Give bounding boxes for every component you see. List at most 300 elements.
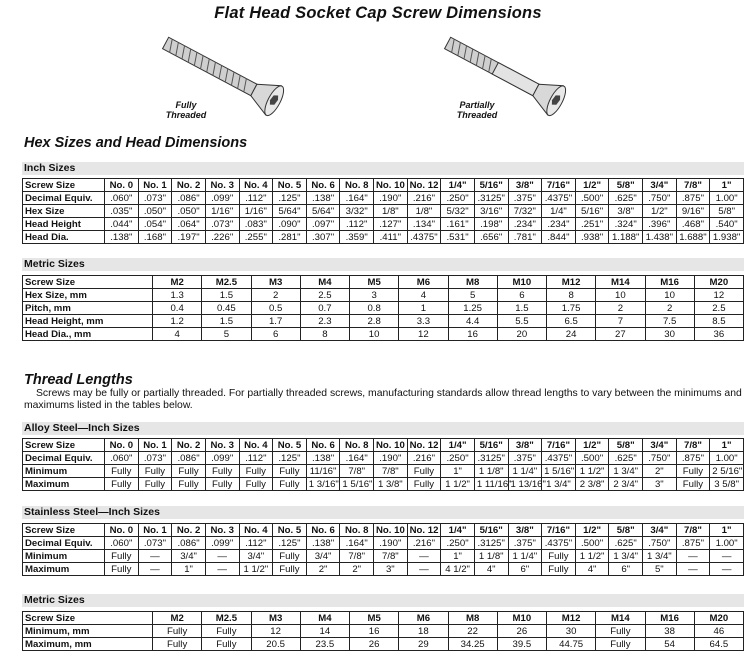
table-cell: Fully (138, 478, 172, 491)
table-cell: 18 (399, 625, 448, 638)
table-cell: 54 (645, 638, 694, 651)
table-cell: 4 (399, 289, 448, 302)
header-cell: M3 (251, 612, 300, 625)
row-label-cell: Hex Size (23, 205, 105, 218)
table-cell: .781" (508, 231, 542, 244)
table-cell: 1 3/4" (643, 550, 677, 563)
table-cell: 1 3/4" (609, 550, 643, 563)
header-cell: No. 10 (374, 439, 408, 452)
table-cell: 4" (575, 563, 609, 576)
table-cell: 2 (251, 289, 300, 302)
table-cell: .4375" (542, 537, 576, 550)
table-cell: Fully (407, 478, 441, 491)
table-cell: .531" (441, 231, 475, 244)
table-cell: 29 (399, 638, 448, 651)
row-label-cell: Minimum, mm (23, 625, 153, 638)
header-cell: No. 3 (205, 439, 239, 452)
table-cell: 8 (300, 328, 349, 341)
table-cell: 16 (448, 328, 497, 341)
table-cell: 1 1/8" (474, 550, 508, 563)
stainless-steel-label: Stainless Steel—Inch Sizes (22, 506, 744, 519)
table-cell: .4375" (542, 192, 576, 205)
table-header-row (23, 524, 744, 537)
header-cell: No. 0 (105, 524, 139, 537)
table-cell: .112" (239, 192, 273, 205)
table-cell: .625" (609, 537, 643, 550)
table-cell: 2" (306, 563, 340, 576)
table-cell: 3 (350, 289, 399, 302)
row-label-cell: Decimal Equiv. (23, 192, 105, 205)
table-cell: 1.938" (710, 231, 744, 244)
header-cell: No. 4 (239, 179, 273, 192)
header-cell: M4 (300, 612, 349, 625)
table-cell: Fully (596, 638, 645, 651)
table-cell: .3125" (474, 537, 508, 550)
thread-lengths-heading: Thread Lengths (24, 372, 133, 388)
metric-sizes-label: Metric Sizes (22, 258, 744, 271)
table-cell: 1.00" (710, 192, 744, 205)
row-label-cell: Head Dia., mm (23, 328, 153, 341)
header-cell: M2 (153, 276, 202, 289)
table-cell: 3 5/8" (710, 478, 744, 491)
table-cell: 8 (547, 289, 596, 302)
table-cell: Fully (273, 563, 307, 576)
table-cell: 1 11/16" (474, 478, 508, 491)
header-cell: M8 (448, 276, 497, 289)
table-cell: — (710, 550, 744, 563)
table-cell: 7/8" (374, 465, 408, 478)
table-cell: — (205, 550, 239, 563)
header-cell: No. 1 (138, 524, 172, 537)
table-body (23, 276, 744, 341)
partially-threaded-caption: Partially Threaded (456, 100, 498, 120)
table-cell: — (676, 550, 710, 563)
table-cell: 2 3/4" (609, 478, 643, 491)
table-cell: 64.5 (694, 638, 743, 651)
table-cell: 7/8" (340, 550, 374, 563)
table-cell: 5.5 (497, 315, 546, 328)
table-cell: Fully (153, 638, 202, 651)
header-cell: M2 (153, 612, 202, 625)
header-cell: 1/4" (441, 524, 475, 537)
table-cell: 2" (340, 563, 374, 576)
table-cell: 1/16" (205, 205, 239, 218)
table-cell: Fully (596, 625, 645, 638)
table-cell: — (407, 563, 441, 576)
table-cell: .3125" (474, 192, 508, 205)
header-cell: No. 12 (407, 439, 441, 452)
table-cell: 7.5 (645, 315, 694, 328)
header-cell: 3/8" (508, 524, 542, 537)
header-cell: No. 0 (105, 179, 139, 192)
table-cell: 2.5 (694, 302, 743, 315)
table-cell: .500" (575, 537, 609, 550)
row-label-cell: Screw Size (23, 439, 105, 452)
table-cell: 1" (441, 465, 475, 478)
table-row (23, 192, 744, 205)
table-cell: .234" (508, 218, 542, 231)
header-cell: No. 2 (172, 439, 206, 452)
table-cell: Fully (202, 638, 251, 651)
header-cell: M16 (645, 612, 694, 625)
header-cell: 7/16" (542, 179, 576, 192)
header-cell: No. 12 (407, 524, 441, 537)
table-cell: 1 13/16" (508, 478, 542, 491)
table-cell: .050" (172, 205, 206, 218)
table-row (23, 550, 744, 563)
inch-sizes-label: Inch Sizes (22, 162, 744, 175)
table-cell: 2 5/16" (710, 465, 744, 478)
table-cell: 10 (596, 289, 645, 302)
table-cell: 1 3/8" (374, 478, 408, 491)
hex-sizes-heading: Hex Sizes and Head Dimensions (24, 135, 248, 151)
table-cell: Fully (676, 465, 710, 478)
table-cell: .138" (306, 537, 340, 550)
header-cell: M2.5 (202, 612, 251, 625)
table-cell: .190" (374, 537, 408, 550)
table-cell: .226" (205, 231, 239, 244)
table-cell: .086" (172, 452, 206, 465)
table-cell: .375" (508, 537, 542, 550)
header-cell: M12 (547, 612, 596, 625)
table-cell: .750" (643, 537, 677, 550)
table-cell: 1/8" (407, 205, 441, 218)
header-cell: M20 (694, 612, 743, 625)
fully-threaded-caption: Fully Threaded (165, 100, 207, 120)
metric-sizes-table (22, 275, 744, 341)
table-cell: .750" (643, 452, 677, 465)
table-header-row (23, 276, 744, 289)
header-cell: M20 (694, 276, 743, 289)
table-cell: .396" (643, 218, 677, 231)
table-cell: 6" (609, 563, 643, 576)
table-cell: 3/4" (172, 550, 206, 563)
row-label-cell: Screw Size (23, 276, 153, 289)
header-cell: No. 12 (407, 179, 441, 192)
table-cell: .250" (441, 537, 475, 550)
header-cell: 7/8" (676, 524, 710, 537)
table-cell: .255" (239, 231, 273, 244)
table-cell: 1 1/2" (575, 550, 609, 563)
table-cell: .064" (172, 218, 206, 231)
row-label-cell: Head Dia. (23, 231, 105, 244)
table-cell: 3.3 (399, 315, 448, 328)
table-cell: .375" (508, 452, 542, 465)
table-cell: .540" (710, 218, 744, 231)
table-cell: 1.2 (153, 315, 202, 328)
table-cell: 1.7 (251, 315, 300, 328)
table-row (23, 625, 744, 638)
table-cell: 26 (497, 625, 546, 638)
table-cell: 1.188" (609, 231, 643, 244)
inch-sizes-table (22, 178, 744, 244)
table-cell: 4 (153, 328, 202, 341)
table-cell: .625" (609, 452, 643, 465)
header-cell: 7/16" (542, 439, 576, 452)
header-cell: M3 (251, 276, 300, 289)
table-cell: .625" (609, 192, 643, 205)
header-cell: 3/4" (643, 524, 677, 537)
table-cell: 26 (350, 638, 399, 651)
table-cell: Fully (105, 478, 139, 491)
table-cell: 44.75 (547, 638, 596, 651)
table-cell: .938" (575, 231, 609, 244)
table-cell: 34.25 (448, 638, 497, 651)
header-cell: 1/2" (575, 439, 609, 452)
table-cell: .197" (172, 231, 206, 244)
table-cell: 6.5 (547, 315, 596, 328)
header-cell: M2.5 (202, 276, 251, 289)
table-cell: .112" (239, 452, 273, 465)
header-cell: 7/8" (676, 439, 710, 452)
table-cell: 9/16" (676, 205, 710, 218)
table-cell: 30 (645, 328, 694, 341)
table-cell: .073" (138, 537, 172, 550)
table-cell: .216" (407, 537, 441, 550)
table-cell: 1 3/16" (306, 478, 340, 491)
header-cell: No. 6 (306, 524, 340, 537)
header-cell: 5/16" (474, 439, 508, 452)
table-cell: 1" (172, 563, 206, 576)
table-cell: Fully (542, 563, 576, 576)
header-cell: No. 0 (105, 439, 139, 452)
header-cell: M16 (645, 276, 694, 289)
table-cell: 39.5 (497, 638, 546, 651)
row-label-cell: Maximum (23, 563, 105, 576)
header-cell: 7/16" (542, 524, 576, 537)
table-cell: .044" (105, 218, 139, 231)
document-title: Flat Head Socket Cap Screw Dimensions (214, 4, 542, 22)
row-label-cell: Decimal Equiv. (23, 537, 105, 550)
table-cell: .844" (542, 231, 576, 244)
table-cell: 2.8 (350, 315, 399, 328)
table-cell: .164" (340, 452, 374, 465)
table-cell: .198" (474, 218, 508, 231)
table-cell: .307" (306, 231, 340, 244)
header-cell: M10 (497, 612, 546, 625)
table-cell: 1.688" (676, 231, 710, 244)
table-row (23, 638, 744, 651)
table-cell: Fully (172, 465, 206, 478)
table-row (23, 289, 744, 302)
table-cell: .190" (374, 452, 408, 465)
header-cell: M14 (596, 276, 645, 289)
table-cell: 4.4 (448, 315, 497, 328)
table-cell: 1 1/8" (474, 465, 508, 478)
table-cell: .875" (676, 192, 710, 205)
table-cell: 7/8" (374, 550, 408, 563)
table-cell: .216" (407, 192, 441, 205)
table-cell: — (138, 550, 172, 563)
table-cell: — (710, 563, 744, 576)
header-cell: M8 (448, 612, 497, 625)
table-cell: 6 (497, 289, 546, 302)
row-label-cell: Screw Size (23, 524, 105, 537)
table-cell: Fully (105, 563, 139, 576)
table-cell: 1 3/4" (542, 478, 576, 491)
table-cell: .3125" (474, 452, 508, 465)
table-cell: 1 1/2" (575, 465, 609, 478)
table-cell: 1/4" (542, 205, 576, 218)
table-header-row (23, 439, 744, 452)
table-cell: .375" (508, 192, 542, 205)
table-cell: 3/4" (239, 550, 273, 563)
table-cell: .073" (205, 218, 239, 231)
table-cell: 1 1/2" (239, 563, 273, 576)
table-cell: 11/16" (306, 465, 340, 478)
table-cell: .4375" (407, 231, 441, 244)
header-cell: No. 3 (205, 179, 239, 192)
table-cell: 2" (643, 465, 677, 478)
table-cell: .112" (340, 218, 374, 231)
header-cell: M5 (350, 612, 399, 625)
table-body (23, 612, 744, 651)
header-cell: M14 (596, 612, 645, 625)
table-cell: 20.5 (251, 638, 300, 651)
table-cell: 7 (596, 315, 645, 328)
table-cell: 36 (694, 328, 743, 341)
table-cell: .250" (441, 452, 475, 465)
header-cell: 1/2" (575, 179, 609, 192)
table-cell: 1.3 (153, 289, 202, 302)
table-cell: Fully (239, 465, 273, 478)
table-cell: .060" (105, 537, 139, 550)
table-header-row (23, 179, 744, 192)
table-cell: .4375" (542, 452, 576, 465)
header-cell: No. 2 (172, 179, 206, 192)
table-cell: .073" (138, 452, 172, 465)
table-cell: 27 (596, 328, 645, 341)
table-cell: 1 1/2" (441, 478, 475, 491)
table-cell: 6" (508, 563, 542, 576)
table-cell: 5 (448, 289, 497, 302)
table-cell: 2 (645, 302, 694, 315)
table-cell: 38 (645, 625, 694, 638)
header-cell: No. 1 (138, 439, 172, 452)
table-cell: .190" (374, 192, 408, 205)
table-cell: 0.7 (300, 302, 349, 315)
table-row (23, 465, 744, 478)
table-cell: Fully (542, 550, 576, 563)
header-cell: 1" (710, 179, 744, 192)
header-cell: 5/8" (609, 524, 643, 537)
table-cell: 5/16" (575, 205, 609, 218)
table-cell: .500" (575, 452, 609, 465)
table-cell: Fully (273, 478, 307, 491)
header-cell: No. 6 (306, 179, 340, 192)
row-label-cell: Head Height, mm (23, 315, 153, 328)
table-cell: .099" (205, 192, 239, 205)
header-cell: 3/8" (508, 439, 542, 452)
table-cell: 3/8" (609, 205, 643, 218)
table-cell: .073" (138, 192, 172, 205)
table-cell: 24 (547, 328, 596, 341)
table-cell: Fully (205, 478, 239, 491)
row-label-cell: Maximum, mm (23, 638, 153, 651)
table-cell: 1 1/4" (508, 550, 542, 563)
table-cell: 1.438" (643, 231, 677, 244)
table-cell: .090" (273, 218, 307, 231)
header-cell: No. 8 (340, 524, 374, 537)
table-cell: 1/2" (643, 205, 677, 218)
table-cell: 3" (374, 563, 408, 576)
table-cell: — (407, 550, 441, 563)
table-cell: .050" (138, 205, 172, 218)
table-cell: Fully (202, 625, 251, 638)
table-cell: .086" (172, 192, 206, 205)
row-label-cell: Minimum (23, 550, 105, 563)
header-cell: M12 (547, 276, 596, 289)
table-cell: .125" (273, 537, 307, 550)
table-cell: 1 1/4" (508, 465, 542, 478)
header-cell: 1" (710, 439, 744, 452)
table-cell: .138" (105, 231, 139, 244)
table-row (23, 328, 744, 341)
table-cell: 1.00" (710, 452, 744, 465)
table-cell: .359" (340, 231, 374, 244)
header-cell: 1/4" (441, 439, 475, 452)
table-cell: 14 (300, 625, 349, 638)
table-cell: .125" (273, 452, 307, 465)
table-cell: 1" (441, 550, 475, 563)
table-cell: .875" (676, 452, 710, 465)
table-cell: 10 (645, 289, 694, 302)
row-label-cell: Pitch, mm (23, 302, 153, 315)
table-cell: 12 (399, 328, 448, 341)
header-cell: No. 4 (239, 524, 273, 537)
table-cell: 1.5 (202, 315, 251, 328)
header-cell: No. 2 (172, 524, 206, 537)
table-cell: .054" (138, 218, 172, 231)
table-cell: Fully (239, 478, 273, 491)
thread-lengths-paragraph (24, 388, 744, 412)
table-cell: 7/8" (340, 465, 374, 478)
table-cell: 3/4" (306, 550, 340, 563)
table-cell: .500" (575, 192, 609, 205)
row-label-cell: Screw Size (23, 612, 153, 625)
row-label-cell: Decimal Equiv. (23, 452, 105, 465)
table-cell: Fully (172, 478, 206, 491)
table-cell: Fully (138, 465, 172, 478)
table-cell: 0.8 (350, 302, 399, 315)
table-cell: .164" (340, 192, 374, 205)
table-cell: .216" (407, 452, 441, 465)
header-cell: No. 1 (138, 179, 172, 192)
table-cell: 30 (547, 625, 596, 638)
table-cell: .125" (273, 192, 307, 205)
table-cell: 1 5/16" (340, 478, 374, 491)
table-cell: .097" (306, 218, 340, 231)
table-header-row (23, 612, 744, 625)
header-cell: M6 (399, 276, 448, 289)
table-cell: 12 (694, 289, 743, 302)
table-cell: 8.5 (694, 315, 743, 328)
table-cell: 2 3/8" (575, 478, 609, 491)
table-body (23, 524, 744, 576)
header-cell: No. 4 (239, 439, 273, 452)
table-cell: 20 (497, 328, 546, 341)
table-cell: Fully (153, 625, 202, 638)
table-cell: 1 (399, 302, 448, 315)
header-cell: 3/4" (643, 179, 677, 192)
table-cell: .281" (273, 231, 307, 244)
header-cell: 1/2" (575, 524, 609, 537)
table-cell: — (205, 563, 239, 576)
table-cell: 22 (448, 625, 497, 638)
table-cell: .161" (441, 218, 475, 231)
table-cell: .168" (138, 231, 172, 244)
table-cell: .112" (239, 537, 273, 550)
